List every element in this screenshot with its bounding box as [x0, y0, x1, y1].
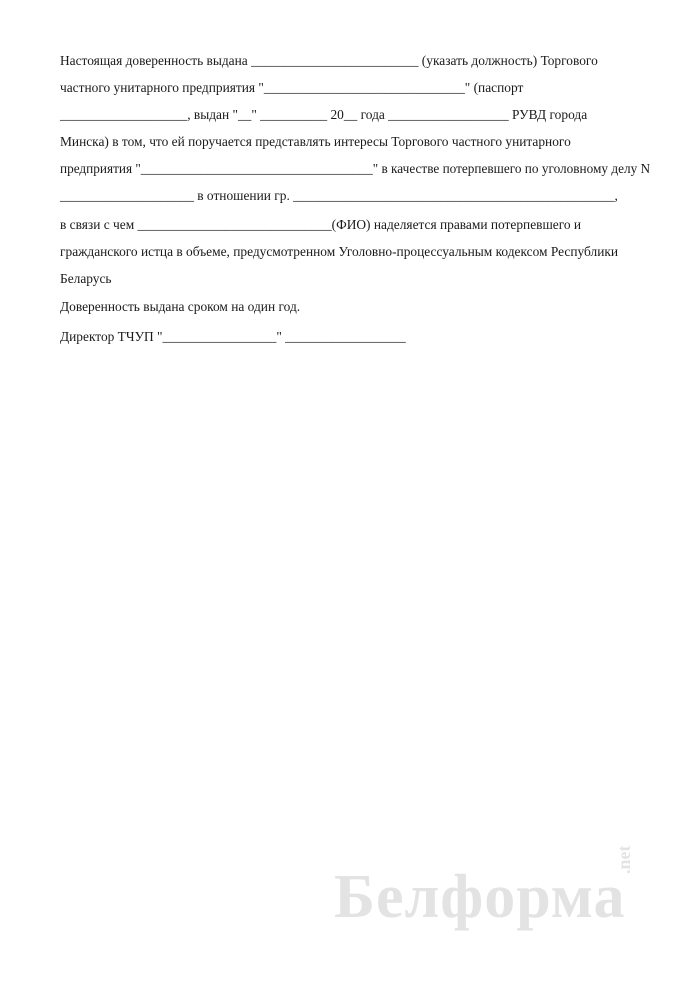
- text-line-8: гражданского истца в объеме, предусмотренном Уголовно-процессуальным кодексом Республики: [60, 244, 619, 259]
- text-line-2: частного унитарного предприятия "______________________________" (паспорт: [60, 80, 524, 95]
- text-line-7: в связи с чем _____________________________(ФИО) наделяется правами потерпевшего и: [60, 217, 582, 232]
- director-signature-line: Директор ТЧУП "_________________" __________________: [60, 329, 406, 344]
- text-line-5: предприятия "___________________________________" в качестве потерпевшего по уголовному делу N: [60, 161, 651, 176]
- belforma-watermark-suffix: .net: [614, 845, 634, 874]
- text-line-9: Беларусь: [60, 271, 112, 286]
- belforma-watermark: Белформа: [334, 863, 626, 931]
- text-line-1: Настоящая доверенность выдана _________________________ (указать должность) Торгового: [60, 53, 598, 68]
- validity-statement: Доверенность выдана сроком на один год.: [60, 299, 301, 314]
- text-line-4: Минска) в том, что ей поручается представлять интересы Торгового частного унитарного: [60, 134, 571, 149]
- text-line-6: ____________________ в отношении гр. ________________________________________________,: [60, 188, 618, 203]
- text-line-3: ___________________, выдан "__" __________ 20__ года __________________ РУВД города: [60, 107, 588, 122]
